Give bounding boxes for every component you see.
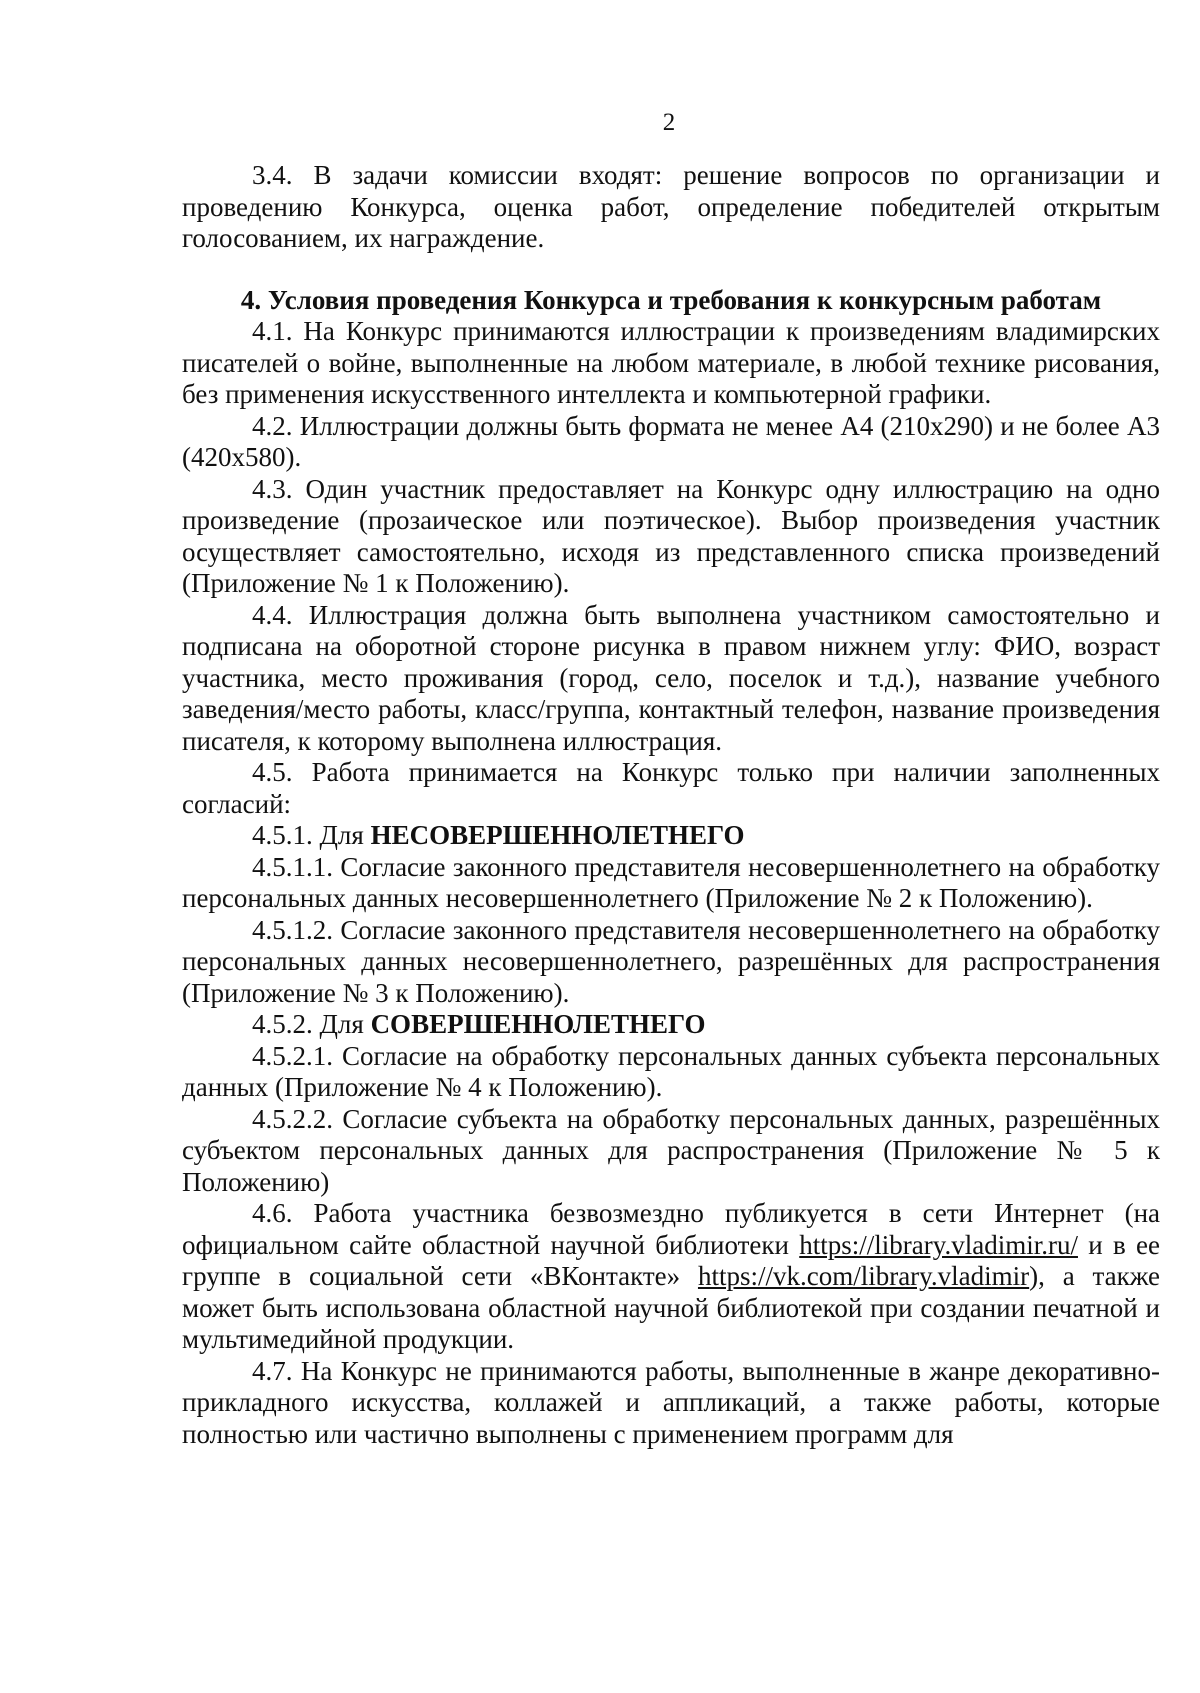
paragraph-4-5-2	[182, 1009, 1160, 1041]
paragraph-4-5-1-2: 4.5.1.2. Согласие законного представителя несовершеннолетнего на обработку персональных данных несовершеннолетнего, разрешённых для распространения (Приложение № 3 к Положению).	[182, 914, 1160, 1008]
paragraph-4-1: 4.1. На Конкурс принимаются иллюстрации к произведениям владимирских писателей о войне, выполненные на любом материале, в любой технике рисования, без применения искусственного интеллекта и компьютерной графики.	[182, 316, 1160, 409]
paragraph-4-7: 4.7. На Конкурс не принимаются работы, выполненные в жанре декоративно-прикладного искусства, коллажей и аппликаций, а также работы, которые полностью или частично выполнены с применением программ для	[182, 1355, 1160, 1449]
paragraph-4-5-2-1: 4.5.2.1. Согласие на обработку персональных данных субъекта персональных данных (Приложение № 4 к Положению).	[182, 1040, 1160, 1102]
vk-group-link[interactable]: https://vk.com/library.vladimir	[697, 1261, 1030, 1291]
paragraph-4-5-1-prefix: 4.5.1. Для	[252, 820, 371, 850]
paragraph-4-5-2-2: 4.5.2.2. Согласие субъекта на обработку персональных данных, разрешённых субъектом персональных данных для распространения (Приложение № 5 к Положению)	[182, 1103, 1160, 1197]
adult-heading: СОВЕРШЕННОЛЕТНЕГО	[370, 1009, 706, 1039]
paragraph-4-4: 4.4. Иллюстрация должна быть выполнена участником самостоятельно и подписана на оборотной стороне рисунка в правом нижнем углу: ФИО, возраст участника, место проживания (город, село, поселок и т.д.), название учебного заведения/место работы, класс/группа, контактный телефон, название произведения писателя, к которому выполнена иллюстрация.	[182, 599, 1160, 756]
paragraph-4-6-part1: 4.6. Работа участника безвозмездно публикуется в сети Интернет (на официальном сайте областной научной библиотеки	[182, 1198, 1160, 1260]
paragraph-4-2: 4.2. Иллюстрации должны быть формата не менее А4 (210х290) и не более А3 (420х580).	[182, 410, 1160, 472]
paragraph-4-3: 4.3. Один участник предоставляет на Конкурс одну иллюстрацию на одно произведение (прозаическое или поэтическое). Выбор произведения участник осуществляет самостоятельно, исходя из представленного списка произведений (Приложение № 1 к Положению).	[182, 473, 1160, 598]
paragraph-4-6-part3: ), а также может быть использована областной научной библиотекой при создании печатной и мультимедийной продукции.	[182, 1261, 1160, 1354]
paragraph-4-5: 4.5. Работа принимается на Конкурс только при наличии заполненных согласий:	[182, 757, 1160, 819]
library-site-link[interactable]: https://library.vladimir.ru/	[799, 1229, 1078, 1260]
page-number: 2	[662, 109, 676, 136]
paragraph-4-5-2-prefix: 4.5.2. Для	[252, 1009, 371, 1039]
document-body	[182, 160, 1160, 1450]
paragraph-4-5-1	[182, 820, 1160, 852]
section-4-title: 4. Условия проведения Конкурса и требования к конкурсным работам	[240, 284, 1102, 315]
paragraph-4-6-part2: и в ее группе в социальной сети «ВКонтакте»	[182, 1229, 1160, 1291]
minor-heading: НЕСОВЕРШЕННОЛЕТНЕГО	[370, 820, 745, 850]
paragraph-4-6	[182, 1198, 1160, 1356]
paragraph-3-4: 3.4. В задачи комиссии входят: решение вопросов по организации и проведению Конкурса, оценка работ, определение победителей открытым голосованием, их награждение.	[182, 160, 1160, 253]
paragraph-4-5-1-1: 4.5.1.1. Согласие законного представителя несовершеннолетнего на обработку персональных данных несовершеннолетнего (Приложение № 2 к Положению).	[182, 851, 1160, 913]
